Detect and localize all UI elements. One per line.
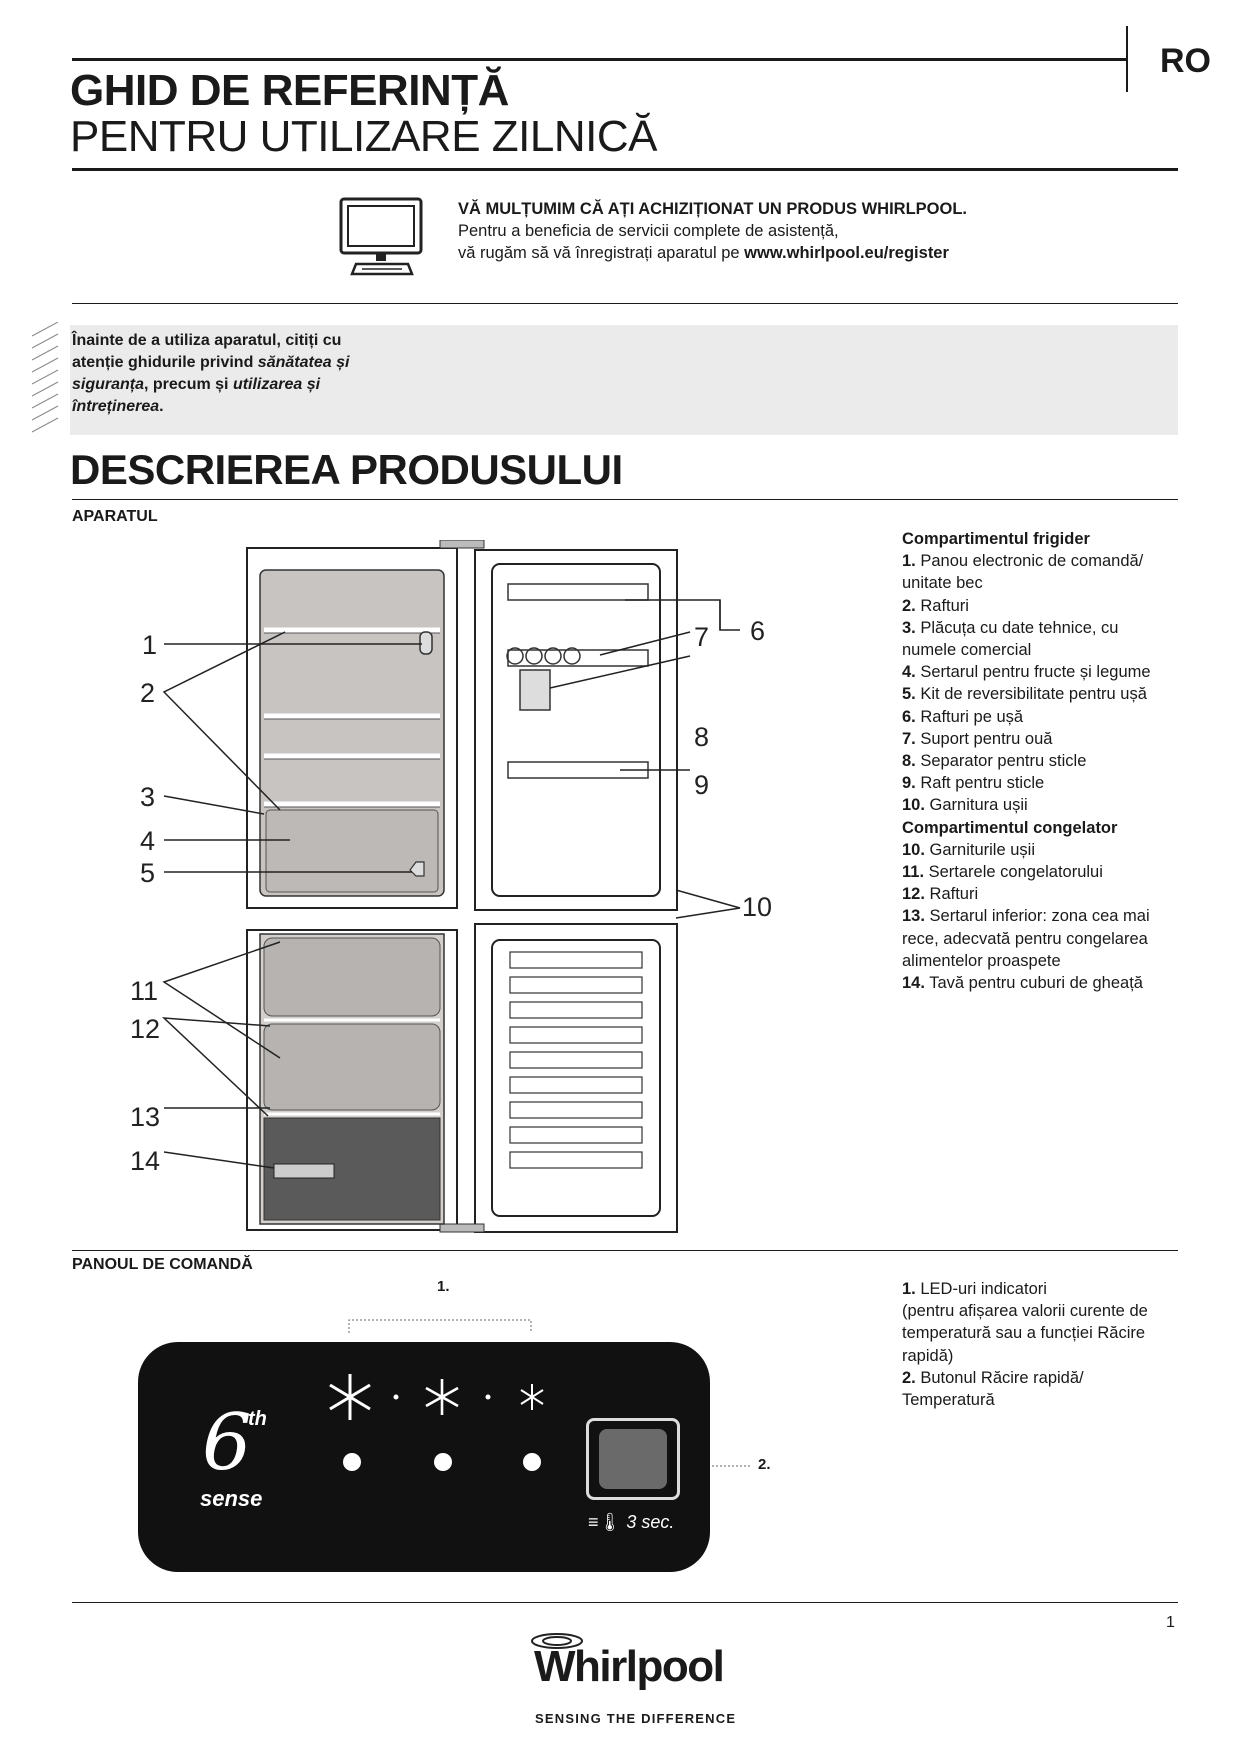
legend-item: 10. Garnitura ușii (902, 796, 1028, 815)
register-rule (72, 303, 1178, 304)
callout-bracket (348, 1318, 532, 1334)
logo-sup: th (248, 1408, 267, 1430)
legend-item: 1. LED-uri indicatori (902, 1280, 1047, 1298)
callout-2-line (712, 1464, 752, 1468)
top-rule (72, 58, 1126, 61)
callout-1: 1 (142, 630, 158, 660)
snowflake-large-icon (330, 1374, 370, 1420)
button-hint: ≡🌡︎ 3 sec. (588, 1512, 675, 1532)
legend-item: numele comercial (902, 641, 1032, 660)
register-text (458, 198, 1078, 264)
legend-item: 2. Butonul Răcire rapidă/ (902, 1368, 1084, 1387)
notice-em1: sănătatea și (257, 354, 350, 371)
page-title-line1: GHID DE REFERINȚĂ (70, 66, 509, 115)
register-line3: vă rugăm să vă înregistrați aparatul pe (458, 244, 745, 262)
legend-item: 10. Garniturile ușii (902, 840, 1035, 859)
notice-em3: utilizarea și (232, 376, 321, 393)
page-number: 1 (1166, 1614, 1175, 1631)
legend-item: 1. Panou electronic de comandă/ (902, 552, 1144, 571)
legend-item: 2. Rafturi (902, 596, 969, 615)
notice-em4: întreținerea (72, 398, 160, 415)
callout-3: 3 (140, 782, 156, 812)
language-divider (1126, 26, 1128, 92)
callout-5: 5 (140, 858, 156, 888)
notice-em2: siguranța (72, 376, 145, 393)
legend-item: 11. Sertarele congelatorului (902, 863, 1103, 882)
legend-item: 14. Tavă pentru cuburi de gheață (902, 974, 1143, 993)
callout-9: 9 (694, 770, 710, 800)
snowflake-medium-icon (426, 1379, 458, 1415)
callout-10: 10 (742, 892, 773, 922)
legend-item: (pentru afișarea valorii curente de (902, 1302, 1148, 1321)
legend-item: 5. Kit de reversibilitate pentru ușă (902, 685, 1147, 704)
legend-item: rapidă) (902, 1346, 954, 1365)
register-url-link[interactable]: www.whirlpool.eu/register (744, 244, 949, 262)
control-legend (902, 1278, 1182, 1411)
logo-number: 6 (202, 1398, 252, 1488)
notice-line2: atenție ghidurile privind (72, 354, 258, 371)
led-indicator-1 (343, 1453, 361, 1471)
legend-item: unitate bec (902, 574, 983, 593)
callout-12: 12 (130, 1014, 161, 1044)
callout-6: 6 (750, 616, 766, 646)
appliance-legend (902, 528, 1182, 994)
snowflake-small-icon (521, 1384, 543, 1410)
section-rule (72, 499, 1178, 500)
callout-2: 2 (140, 678, 156, 708)
callout-11: 11 (130, 976, 159, 1006)
brand-tagline: SENSING THE DIFFERENCE (535, 1711, 737, 1726)
notice-line1: Înainte de a utiliza aparatul, citiți cu (72, 332, 342, 349)
callout-8: 8 (694, 722, 710, 752)
legend-item: 4. Sertarul pentru fructe și legume (902, 663, 1151, 682)
legend-item: 7. Suport pentru ouă (902, 729, 1053, 748)
sixth-sense-logo (200, 1398, 290, 1518)
legend-item: Temperatură (902, 1391, 995, 1410)
logo-word: sense (200, 1486, 263, 1511)
legend-item: 13. Sertarul inferior: zona cea mai (902, 907, 1150, 926)
led-indicator-3 (523, 1453, 541, 1471)
legend-item: alimentelor proaspete (902, 951, 1061, 970)
legend-item: 3. Plăcuța cu date tehnice, cu (902, 618, 1119, 637)
section-title: DESCRIEREA PRODUSULUI (70, 446, 623, 493)
fridge-diagram (120, 540, 780, 1240)
panel-callout-1: 1. (437, 1278, 450, 1295)
legend-item: 8. Separator pentru sticle (902, 752, 1087, 771)
fast-cool-button[interactable] (586, 1418, 680, 1500)
callout-4: 4 (140, 826, 156, 856)
safety-notice (72, 330, 412, 418)
snowflake-icons (310, 1364, 560, 1494)
control-rule (72, 1250, 1178, 1251)
callout-13: 13 (130, 1102, 161, 1132)
callout-7: 7 (694, 622, 710, 652)
appliance-label: APARATUL (72, 508, 158, 525)
footer-rule (72, 1602, 1178, 1603)
legend-item: 12. Rafturi (902, 885, 979, 904)
legend-head-fridge: Compartimentul frigider (902, 530, 1090, 548)
hatch-icon (30, 322, 70, 434)
panel-callout-2: 2. (758, 1456, 771, 1473)
notice-line3: , precum și (144, 376, 233, 393)
fridge-door (475, 550, 677, 910)
thermometer-icon: ≡🌡︎ (588, 1512, 622, 1532)
language-code: RO (1160, 42, 1211, 80)
led-indicator-2 (434, 1453, 452, 1471)
computer-monitor-icon (338, 196, 426, 278)
callout-14: 14 (130, 1146, 161, 1176)
legend-item: 9. Raft pentru sticle (902, 774, 1045, 793)
page-title-line2: PENTRU UTILIZARE ZILNICĂ (70, 112, 657, 161)
legend-item: temperatură sau a funcției Răcire (902, 1324, 1146, 1343)
freezer-door (475, 924, 677, 1232)
legend-head-freezer: Compartimentul congelator (902, 818, 1118, 837)
legend-item: rece, adecvată pentru congelarea (902, 929, 1148, 948)
notice-line4: . (159, 398, 164, 415)
thanks-heading: VĂ MULȚUMIM CĂ AȚI ACHIZIȚIONAT UN PRODUS WHIRLPOOL. (458, 200, 968, 218)
register-line2: Pentru a beneficia de servicii complete de asistență, (458, 222, 839, 240)
control-panel-label: PANOUL DE COMANDĂ (72, 1256, 253, 1273)
legend-item: 6. Rafturi pe ușă (902, 707, 1024, 726)
title-rule (72, 168, 1178, 171)
brand-logo: Whirlpool (534, 1642, 724, 1691)
button-face (599, 1429, 667, 1489)
